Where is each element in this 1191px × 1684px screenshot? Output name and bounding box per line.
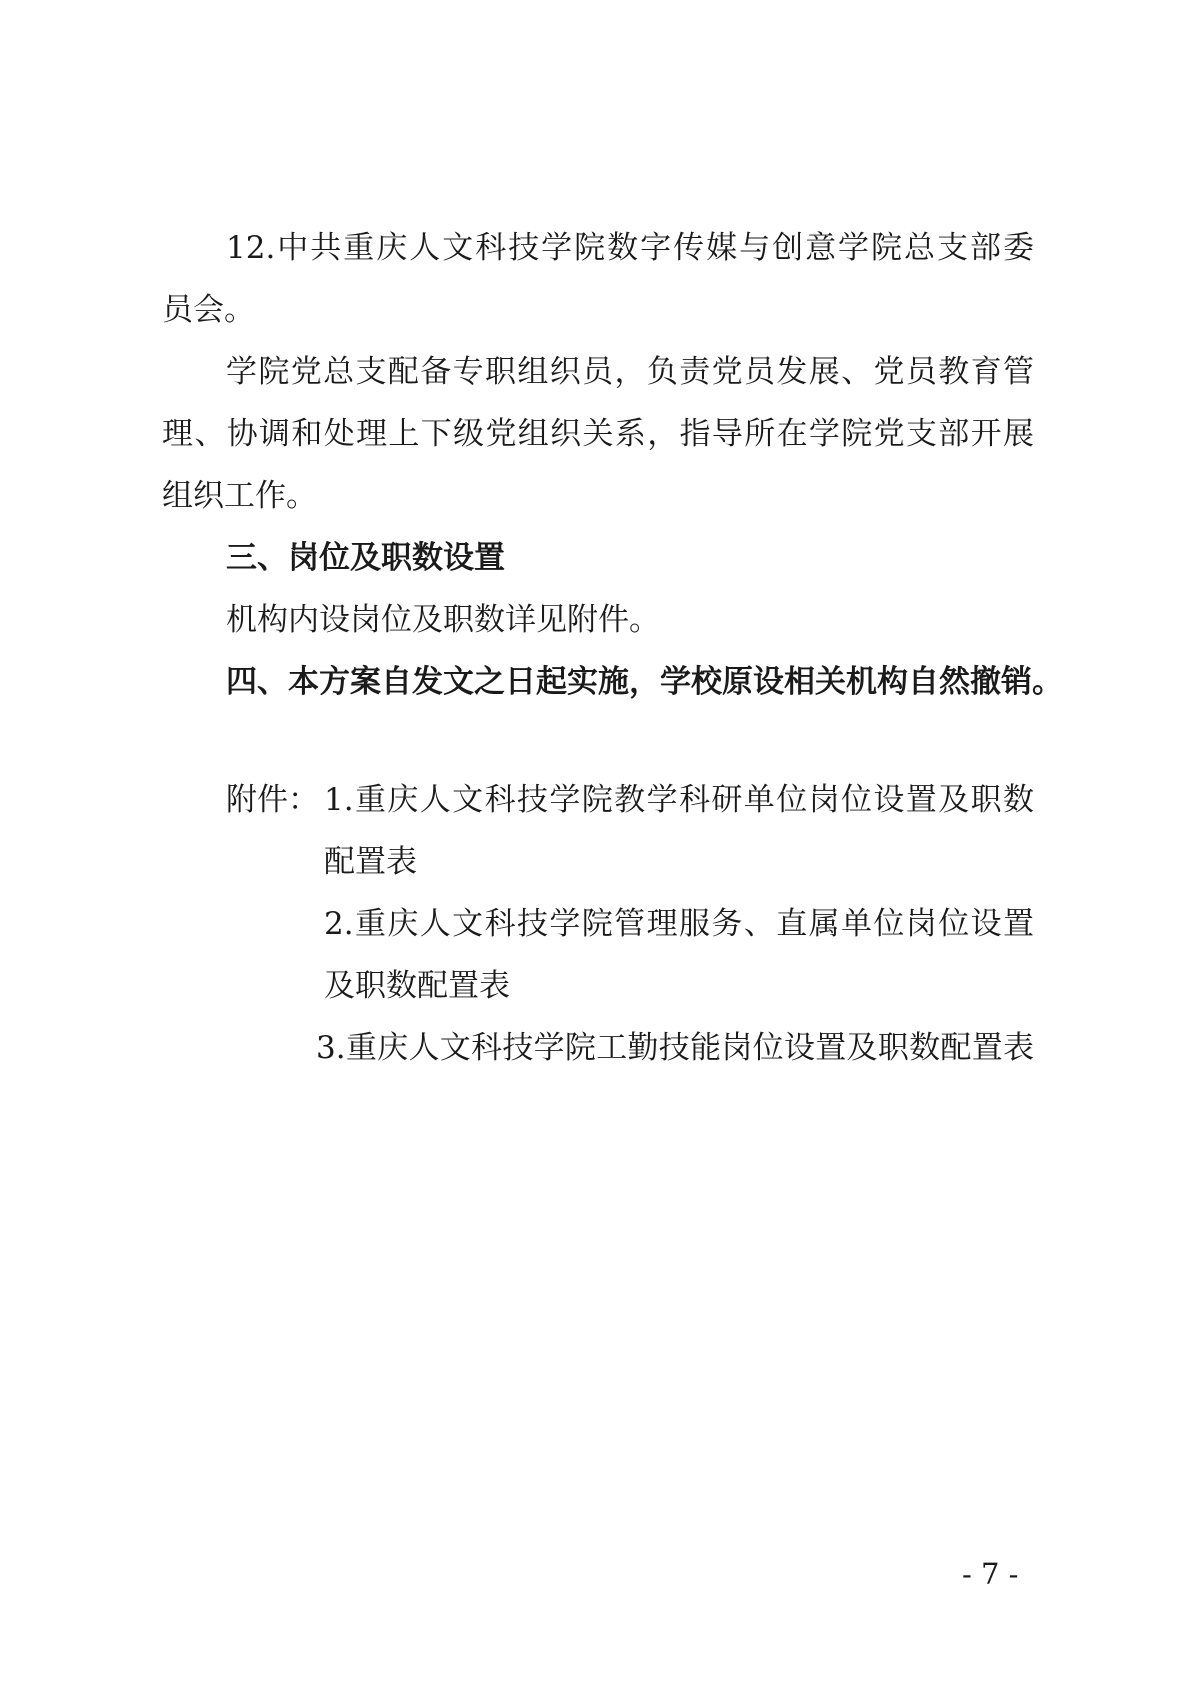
- attachment-3-line-1: 3.重庆人文科技学院工勤技能岗位设置及职数配置表: [316, 1030, 1034, 1066]
- attachment-2-line-1: 2.重庆人文科技学院管理服务、直属单位岗位设置: [324, 906, 1034, 942]
- item-12-line-2: 员会。: [162, 292, 255, 328]
- attachment-1-line-2: 配置表: [324, 844, 417, 880]
- organizer-paragraph-line-3: 组织工作。: [162, 478, 317, 514]
- organizer-paragraph-line-2: 理、协调和处理上下级党组织关系，指导所在学院党支部开展: [162, 416, 1034, 452]
- attachment-2-line-2: 及职数配置表: [324, 968, 510, 1004]
- attachment-1-line-1: 1.重庆人文科技学院教学科研单位岗位设置及职数: [324, 782, 1034, 818]
- section-4-heading: 四、本方案自发文之日起实施，学校原设相关机构自然撤销。: [226, 664, 1063, 700]
- attachments-label: 附件：: [226, 782, 319, 818]
- section-3-body: 机构内设岗位及职数详见附件。: [226, 602, 660, 638]
- section-3-heading: 三、岗位及职数设置: [226, 540, 505, 576]
- page-number: - 7 -: [962, 1557, 1019, 1591]
- organizer-paragraph-line-1: 学院党总支配备专职组织员，负责党员发展、党员教育管: [226, 354, 1034, 390]
- item-12-line-1: 12.中共重庆人文科技学院数字传媒与创意学院总支部委: [226, 230, 1034, 266]
